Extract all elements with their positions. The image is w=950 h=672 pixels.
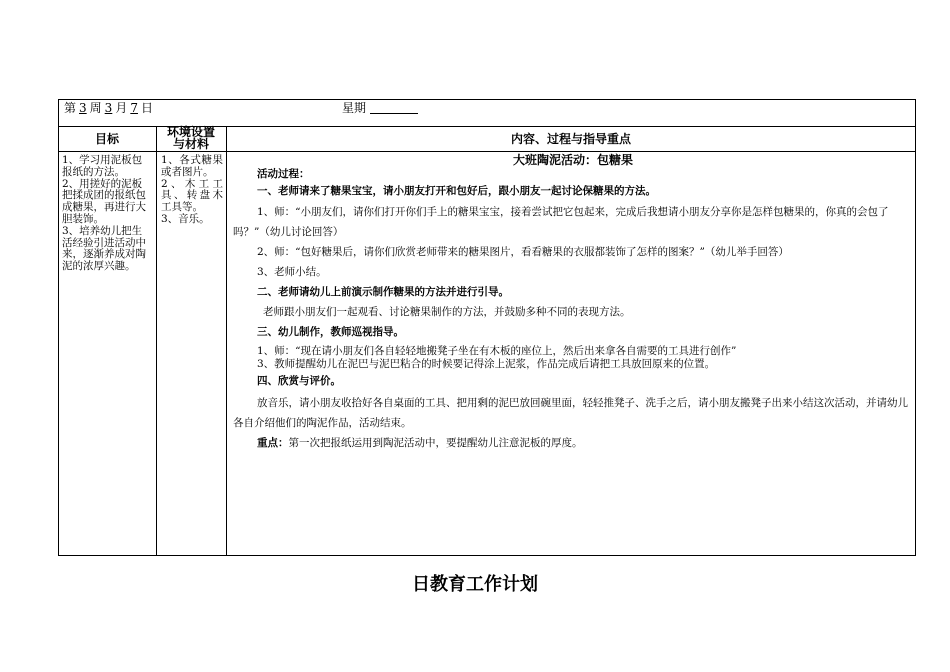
step-heading: 三、幼儿制作，教师巡视指导。 — [257, 326, 404, 338]
column-header-goals: 目标 — [94, 132, 119, 146]
step-heading: 一、老师请来了糖果宝宝，请小朋友打开和包好后，跟小朋友一起讨论保糖果的方法。 — [257, 185, 656, 197]
goal-item: 2、用搓好的泥板把揉成团的报纸包成糖果，再进行大胆装饰。 — [62, 177, 146, 225]
step-paragraph: 放音乐，请小朋友收拾好各自桌面的工具、把用剩的泥巴放回碗里面，轻轻推凳子、洗手之后，请小朋友搬凳子出来小结这次活动，并请幼儿各自介绍他们的陶泥作品，活动结束。 — [233, 397, 908, 429]
column-header-content: 内容、过程与指导重点 — [510, 132, 631, 146]
table-divider — [226, 126, 227, 556]
material-item: 2、木工工具、转盘木工具等。 — [161, 177, 223, 214]
column-header-environment-line1: 环境设置 — [166, 125, 215, 139]
materials-list — [161, 155, 223, 226]
date-label-yue: 月 — [115, 101, 128, 115]
process-label: 活动过程： — [257, 168, 310, 180]
column-header-environment — [156, 126, 226, 150]
focus-paragraph — [233, 433, 913, 453]
page-title: 日教育工作计划 — [412, 574, 538, 595]
focus-label: 重点： — [257, 437, 289, 449]
step-heading: 四、欣赏与评价。 — [257, 375, 341, 387]
step-paragraph: 2、师：“包好糖果后，请你们欣赏老师带来的糖果图片，看看糖果的衣服都装饰了怎样的图案？”（幼儿举手回答） — [257, 246, 789, 258]
step-paragraph: 1、师：“现在请小朋友们各自轻轻地搬凳子坐在有木板的座位上，然后出来拿各自需要的工具进行创作” — [257, 345, 737, 357]
table-divider — [156, 126, 157, 556]
step-paragraph: 1、师：“小朋友们，请你们打开你们手上的糖果宝宝，接着尝试把它包起来，完成后我想请小朋友分享你是怎样包糖果的，你真的会包了吗？”（幼儿讨论回答） — [233, 206, 889, 238]
step-paragraph: 3、教师提醒幼儿在泥巴与泥巴粘合的时候要记得涂上泥浆，作品完成后请把工具放回原来的位置。 — [257, 358, 716, 370]
weekday-label: 星期 — [342, 101, 367, 115]
date-label-di: 第 — [64, 101, 77, 115]
date-label-zhou: 周 — [89, 101, 102, 115]
date-label-ri: 日 — [140, 101, 153, 115]
column-header-environment-line2: 与材料 — [172, 137, 209, 151]
weekday-blank — [370, 101, 418, 114]
content-body — [233, 153, 913, 453]
week-number: 3 — [79, 101, 87, 115]
material-item: 3、音乐。 — [161, 212, 210, 225]
month-number: 3 — [104, 101, 113, 115]
step-paragraph: 3、老师小结。 — [257, 266, 327, 278]
day-number: 7 — [130, 101, 138, 115]
date-line — [64, 100, 153, 116]
step-paragraph: 老师跟小朋友们一起观看、讨论糖果制作的方法，并鼓励多种不同的表现方法。 — [263, 306, 631, 318]
goals-list — [62, 155, 152, 273]
activity-title: 大班陶泥活动：包糖果 — [512, 153, 633, 167]
goal-item: 3、培养幼儿把生活经验引进活动中来，逐渐养成对陶泥的浓厚兴趣。 — [62, 224, 146, 273]
step-heading: 二、老师请幼儿上前演示制作糖果的方法并进行引导。 — [257, 286, 509, 298]
focus-text: 第一次把报纸运用到陶泥活动中，要提醒幼儿注意泥板的厚度。 — [288, 437, 583, 449]
goal-item: 1、学习用泥板包报纸的方法。 — [62, 154, 143, 178]
table-divider — [58, 151, 916, 152]
material-item: 1、各式糖果或者图片。 — [161, 154, 223, 178]
weekday-line — [342, 100, 418, 116]
